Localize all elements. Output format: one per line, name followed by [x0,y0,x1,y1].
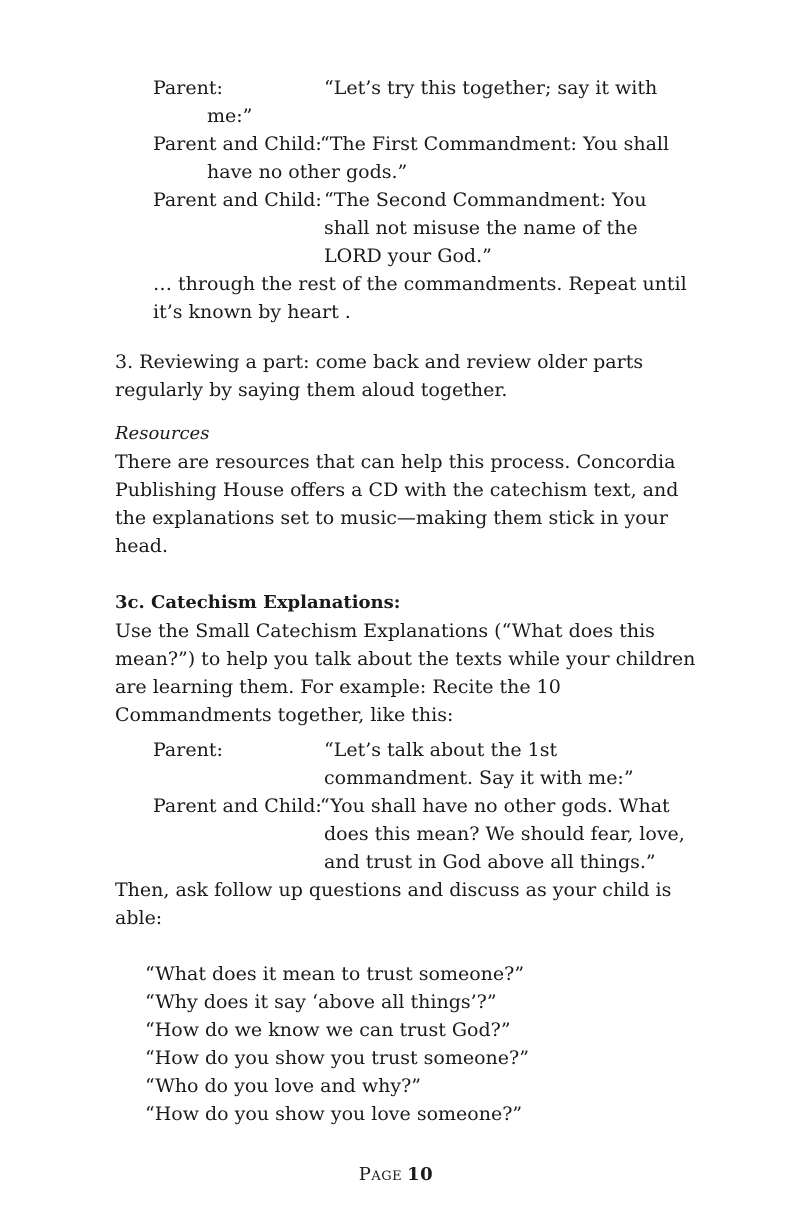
dialogue2-speaker-parent-child: Parent and Child: [153,795,322,817]
dialogue1-line: me:” [207,105,253,127]
resources-line: There are resources that can help this process. Concordia [115,451,676,473]
question-item: “How do you show you love someone?” [145,1103,523,1125]
section-3c-line: mean?”) to help you talk about the texts while your children [115,648,696,670]
question-item: “What does it mean to trust someone?” [145,963,525,985]
dialogue1-line: “The Second Commandment: You [324,189,647,211]
section-3c-line: Commandments together, like this: [115,704,454,726]
dialogue2-line: “You shall have no other gods. What [320,795,670,817]
dialogue2-line: and trust in God above all things.” [324,851,656,873]
dialogue2-line: commandment. Say it with me:” [324,767,634,789]
dialogue2-line: “Let’s talk about the 1st [324,739,558,761]
section-3c-heading: 3c. Catechism Explanations: [115,592,401,613]
reviewing-paragraph-line: regularly by saying them aloud together. [115,379,508,401]
page-footer [0,1164,792,1185]
question-item: “How do you show you trust someone?” [145,1047,529,1069]
question-item: “How do we know we can trust God?” [145,1019,511,1041]
resources-heading: Resources [115,423,210,444]
continuation-line: it’s known by heart . [153,301,351,323]
resources-line: the explanations set to music—making them stick in your [115,507,668,529]
dialogue1-line: “The First Commandment: You shall [320,133,670,155]
question-item: “Why does it say ‘above all things’?” [145,991,497,1013]
reviewing-paragraph-line: 3. Reviewing a part: come back and review older parts [115,351,644,373]
dialogue1-speaker-parent-child: Parent and Child: [153,189,322,211]
resources-line: Publishing House offers a CD with the catechism text, and [115,479,679,501]
dialogue1-line: shall not misuse the name of the [324,217,638,239]
dialogue1-speaker-parent: Parent: [153,77,223,99]
dialogue2-line: does this mean? We should fear, love, [324,823,685,845]
dialogue2-speaker-parent: Parent: [153,739,223,761]
section-3c-line: Use the Small Catechism Explanations (“What does this [115,620,655,642]
followup-line: Then, ask follow up questions and discuss as your child is [115,879,672,901]
dialogue1-line: “Let’s try this together; say it with [324,77,658,99]
page-number: 10 [407,1164,434,1185]
followup-line: able: [115,907,163,929]
page-label: Page [358,1164,403,1185]
dialogue1-speaker-parent-child: Parent and Child: [153,133,322,155]
dialogue1-line: have no other gods.” [207,161,408,183]
dialogue1-line: LORD your God.” [324,245,492,267]
resources-line: head. [115,535,169,557]
section-3c-line: are learning them. For example: Recite the 10 [115,676,561,698]
continuation-line: … through the rest of the commandments. Repeat until [153,273,687,295]
question-item: “Who do you love and why?” [145,1075,422,1097]
